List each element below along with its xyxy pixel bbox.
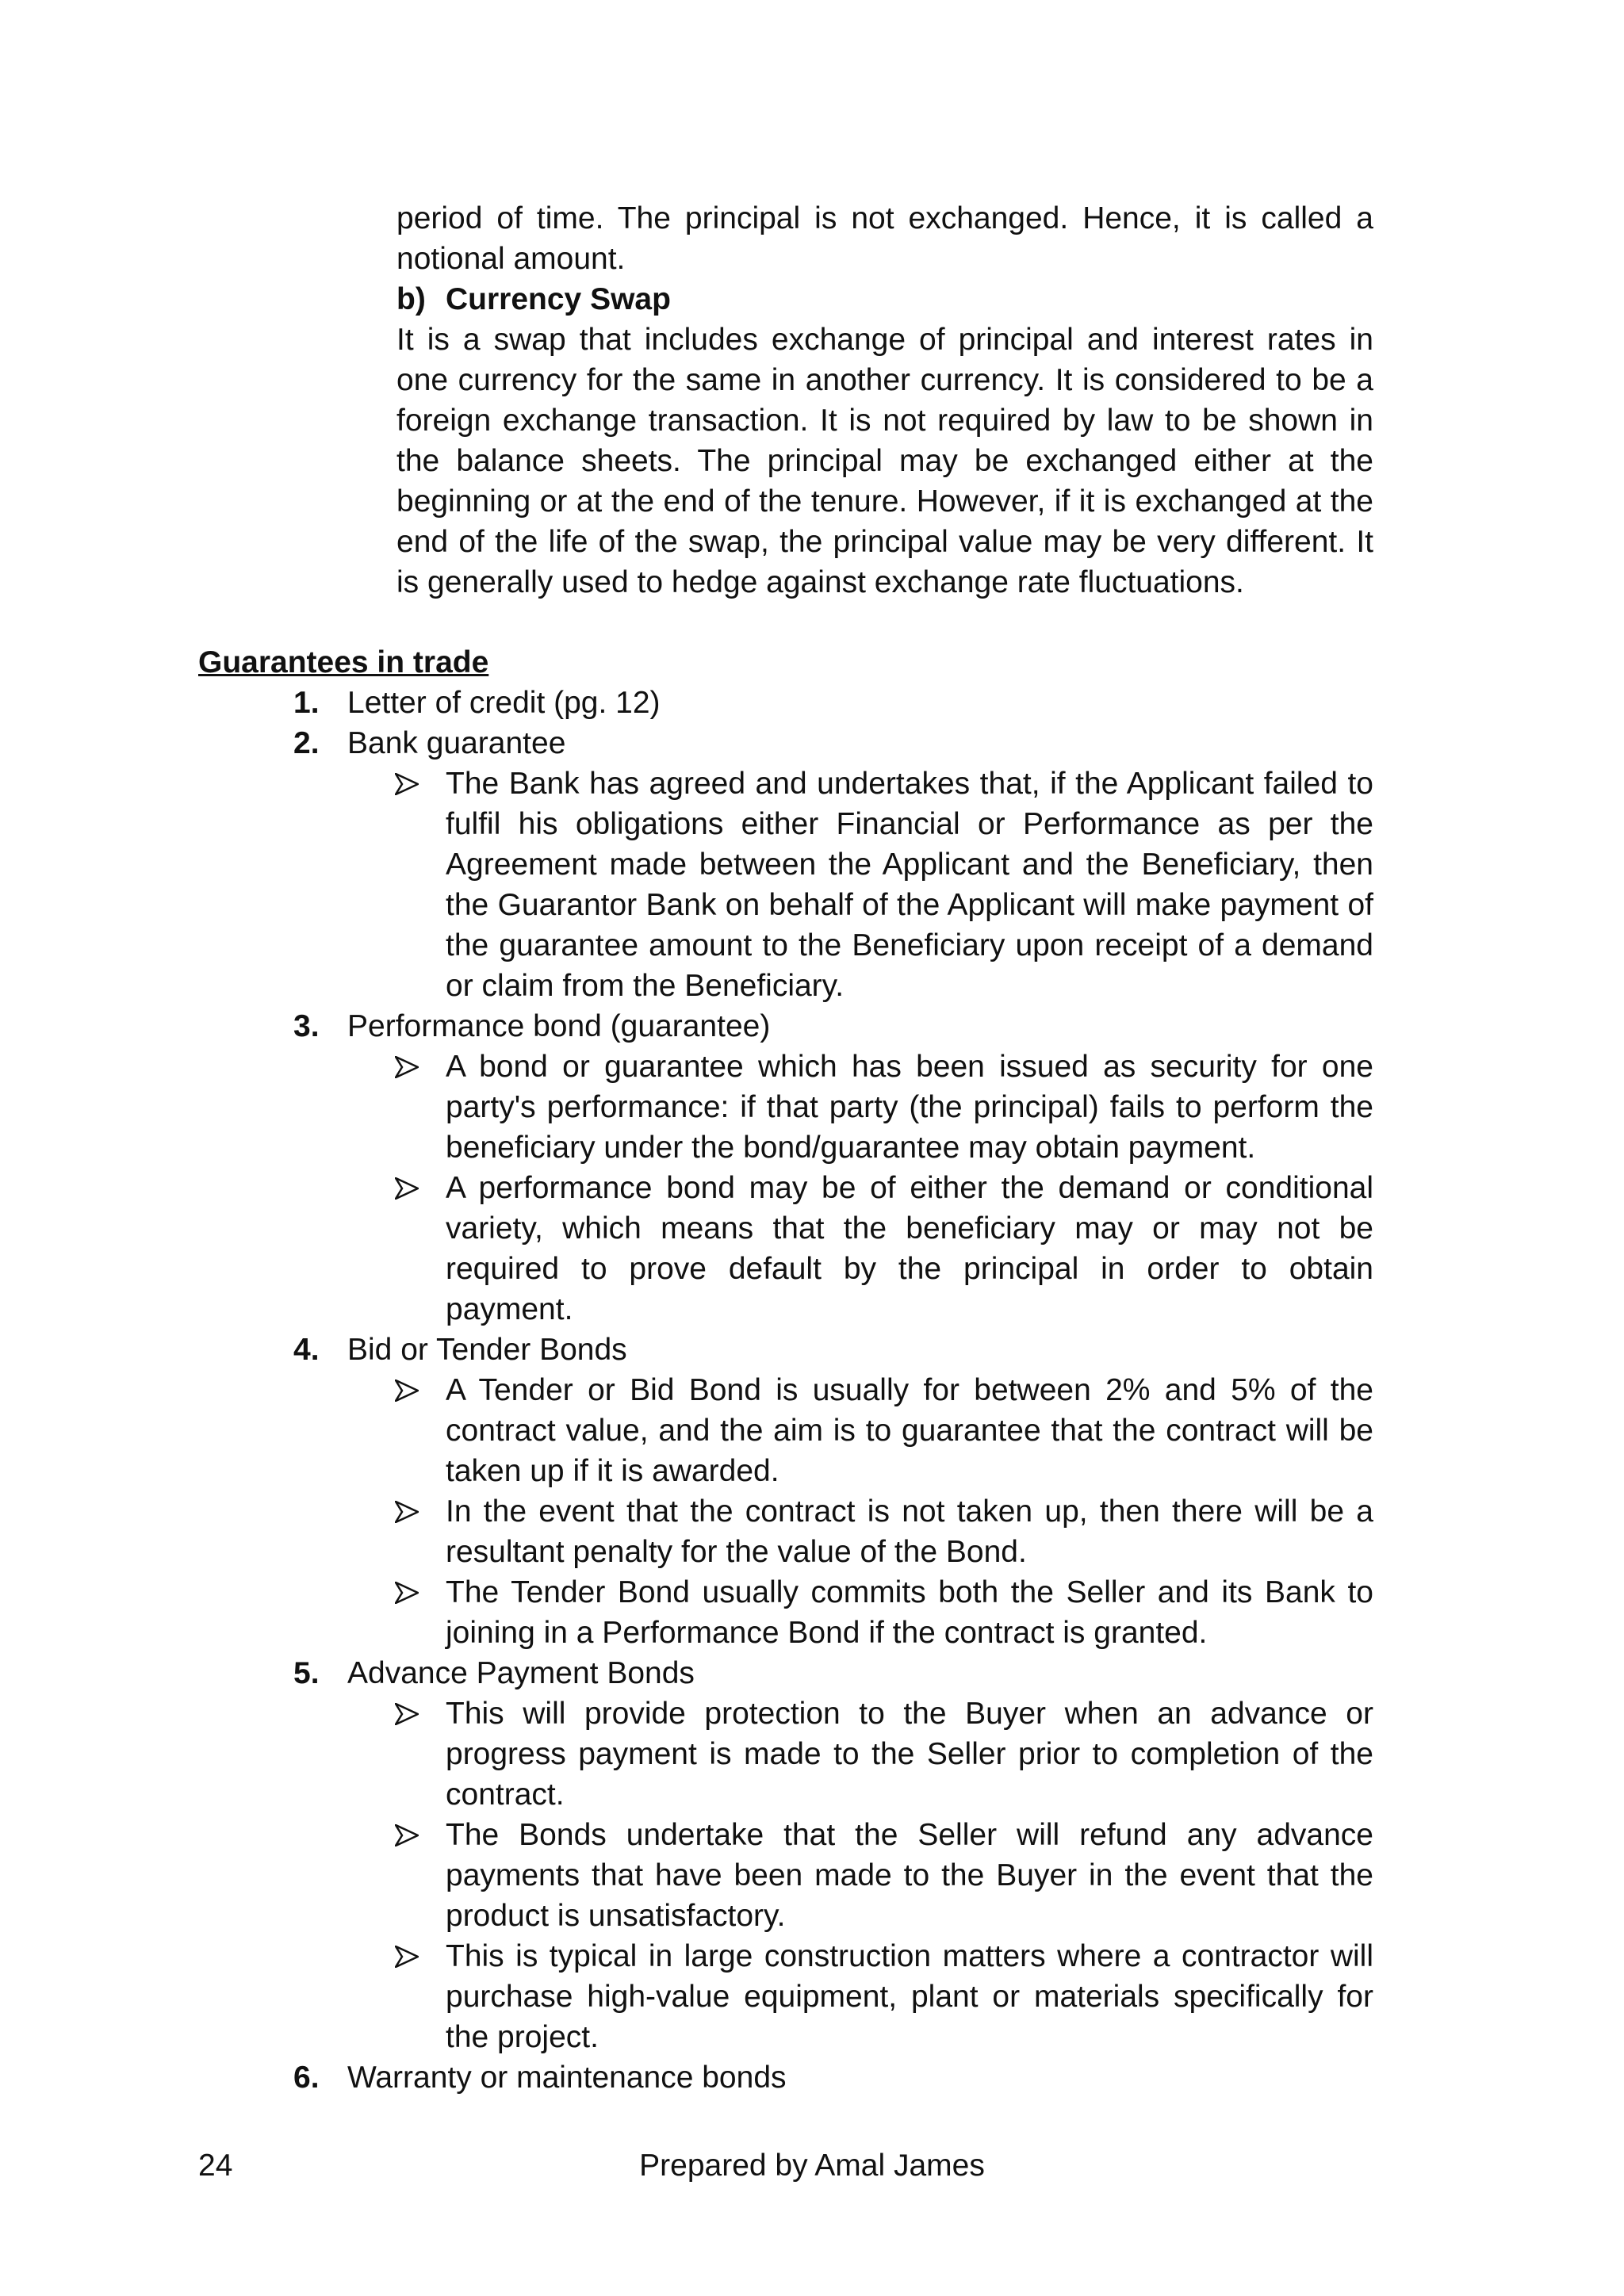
guarantee-item-header [293, 683, 1373, 723]
bullet-item [293, 1815, 1373, 1936]
bullet-item [293, 1936, 1373, 2057]
guarantee-item [293, 2057, 1373, 2098]
guarantee-item-label: Bid or Tender Bonds [347, 1333, 627, 1367]
guarantee-item-header [293, 1653, 1373, 1693]
arrow-bullet-icon [395, 1815, 422, 1855]
arrow-bullet-icon [395, 1693, 422, 1734]
guarantee-item [293, 1653, 1373, 2057]
guarantee-item-header [293, 1330, 1373, 1370]
list-number: 3. [293, 1009, 320, 1043]
bullet-list [293, 763, 1373, 1006]
bullet-list [293, 1693, 1373, 2057]
bullet-text: A performance bond may be of either the demand or conditional variety, which means that the beneficiary may or may not be required to prove default by the principal in order to obtain payment. [446, 1171, 1373, 1326]
arrow-bullet-icon [395, 763, 422, 804]
guarantee-item-label: Bank guarantee [347, 726, 566, 760]
guarantees-section-heading: Guarantees in trade [198, 645, 489, 679]
list-number: 4. [293, 1333, 320, 1367]
bullet-list [293, 1370, 1373, 1653]
bullet-text: The Bonds undertake that the Seller will refund any advance payments that have been made to the Buyer in the event that the product is unsatisfactory. [446, 1818, 1373, 1933]
bullet-text: This will provide protection to the Buyer when an advance or progress payment is made to the Seller prior to completion of the contract. [446, 1697, 1373, 1812]
guarantee-item-label: Warranty or maintenance bonds [347, 2061, 787, 2095]
bullet-text: The Bank has agreed and undertakes that, if the Applicant failed to fulfil his obligations either Financial or Performance as per the Agreement made between the Applicant and the Beneficiary, then the Guarantor Bank on behalf of the Applicant will make payment of the guarantee amount to the Beneficiary upon receipt of a demand or claim from the Beneficiary. [446, 767, 1373, 1003]
list-number: 1. [293, 686, 320, 720]
arrow-bullet-icon [395, 1936, 422, 1976]
list-number: 6. [293, 2061, 320, 2095]
arrow-bullet-icon [395, 1168, 422, 1208]
bullet-item [293, 1693, 1373, 1815]
bullet-text: A Tender or Bid Bond is usually for between 2% and 5% of the contract value, and the aim is to guarantee that the contract will be taken up if it is awarded. [446, 1373, 1373, 1488]
currency-swap-heading [396, 279, 671, 320]
bullet-item [293, 1047, 1373, 1168]
bullet-list [293, 1047, 1373, 1330]
guarantee-item-label: Advance Payment Bonds [347, 1656, 695, 1690]
guarantees-numbered-list [293, 683, 1373, 2098]
bullet-item [293, 1370, 1373, 1491]
bullet-item [293, 1168, 1373, 1330]
guarantee-item [293, 723, 1373, 1006]
guarantee-item-label: Performance bond (guarantee) [347, 1009, 771, 1043]
guarantee-item-header [293, 2057, 1373, 2098]
arrow-bullet-icon [395, 1572, 422, 1613]
guarantee-item-header [293, 1006, 1373, 1047]
guarantee-item [293, 1330, 1373, 1653]
swap-section-tail-paragraph: period of time. The principal is not exchanged. Hence, it is called a notional amount. [396, 201, 1373, 276]
footer-author: Prepared by Amal James [639, 2149, 985, 2183]
guarantee-item-label: Letter of credit (pg. 12) [347, 686, 661, 720]
bullet-text: In the event that the contract is not taken up, then there will be a resultant penalty for the value of the Bond. [446, 1494, 1373, 1569]
guarantee-item-header [293, 723, 1373, 763]
bullet-item [293, 1491, 1373, 1572]
currency-swap-letter: b) [396, 282, 426, 316]
footer-page-number: 24 [198, 2149, 233, 2183]
bullet-text: The Tender Bond usually commits both the Seller and its Bank to joining in a Performance Bond if the contract is granted. [446, 1575, 1373, 1650]
currency-swap-paragraph: It is a swap that includes exchange of principal and interest rates in one currency for the same in another currency. It is considered to be a foreign exchange transaction. It is not required by law to be shown in the balance sheets. The principal may be exchanged either at the beginning or at the end of the tenure. However, if it is exchanged at the end of the life of the swap, the principal value may be very different. It is generally used to hedge against exchange rate fluctuations. [396, 323, 1373, 599]
arrow-bullet-icon [395, 1047, 422, 1087]
bullet-text: This is typical in large construction matters where a contractor will purchase high-value equipment, plant or materials specifically for the project. [446, 1939, 1373, 2054]
arrow-bullet-icon [395, 1491, 422, 1532]
arrow-bullet-icon [395, 1370, 422, 1410]
currency-swap-title: Currency Swap [446, 282, 671, 316]
list-number: 2. [293, 726, 320, 760]
list-number: 5. [293, 1656, 320, 1690]
bullet-item [293, 1572, 1373, 1653]
guarantee-item [293, 683, 1373, 723]
guarantee-item [293, 1006, 1373, 1330]
bullet-text: A bond or guarantee which has been issued as security for one party's performance: if that party (the principal) fails to perform the beneficiary under the bond/guarantee may obtain payment. [446, 1050, 1373, 1165]
bullet-item [293, 763, 1373, 1006]
